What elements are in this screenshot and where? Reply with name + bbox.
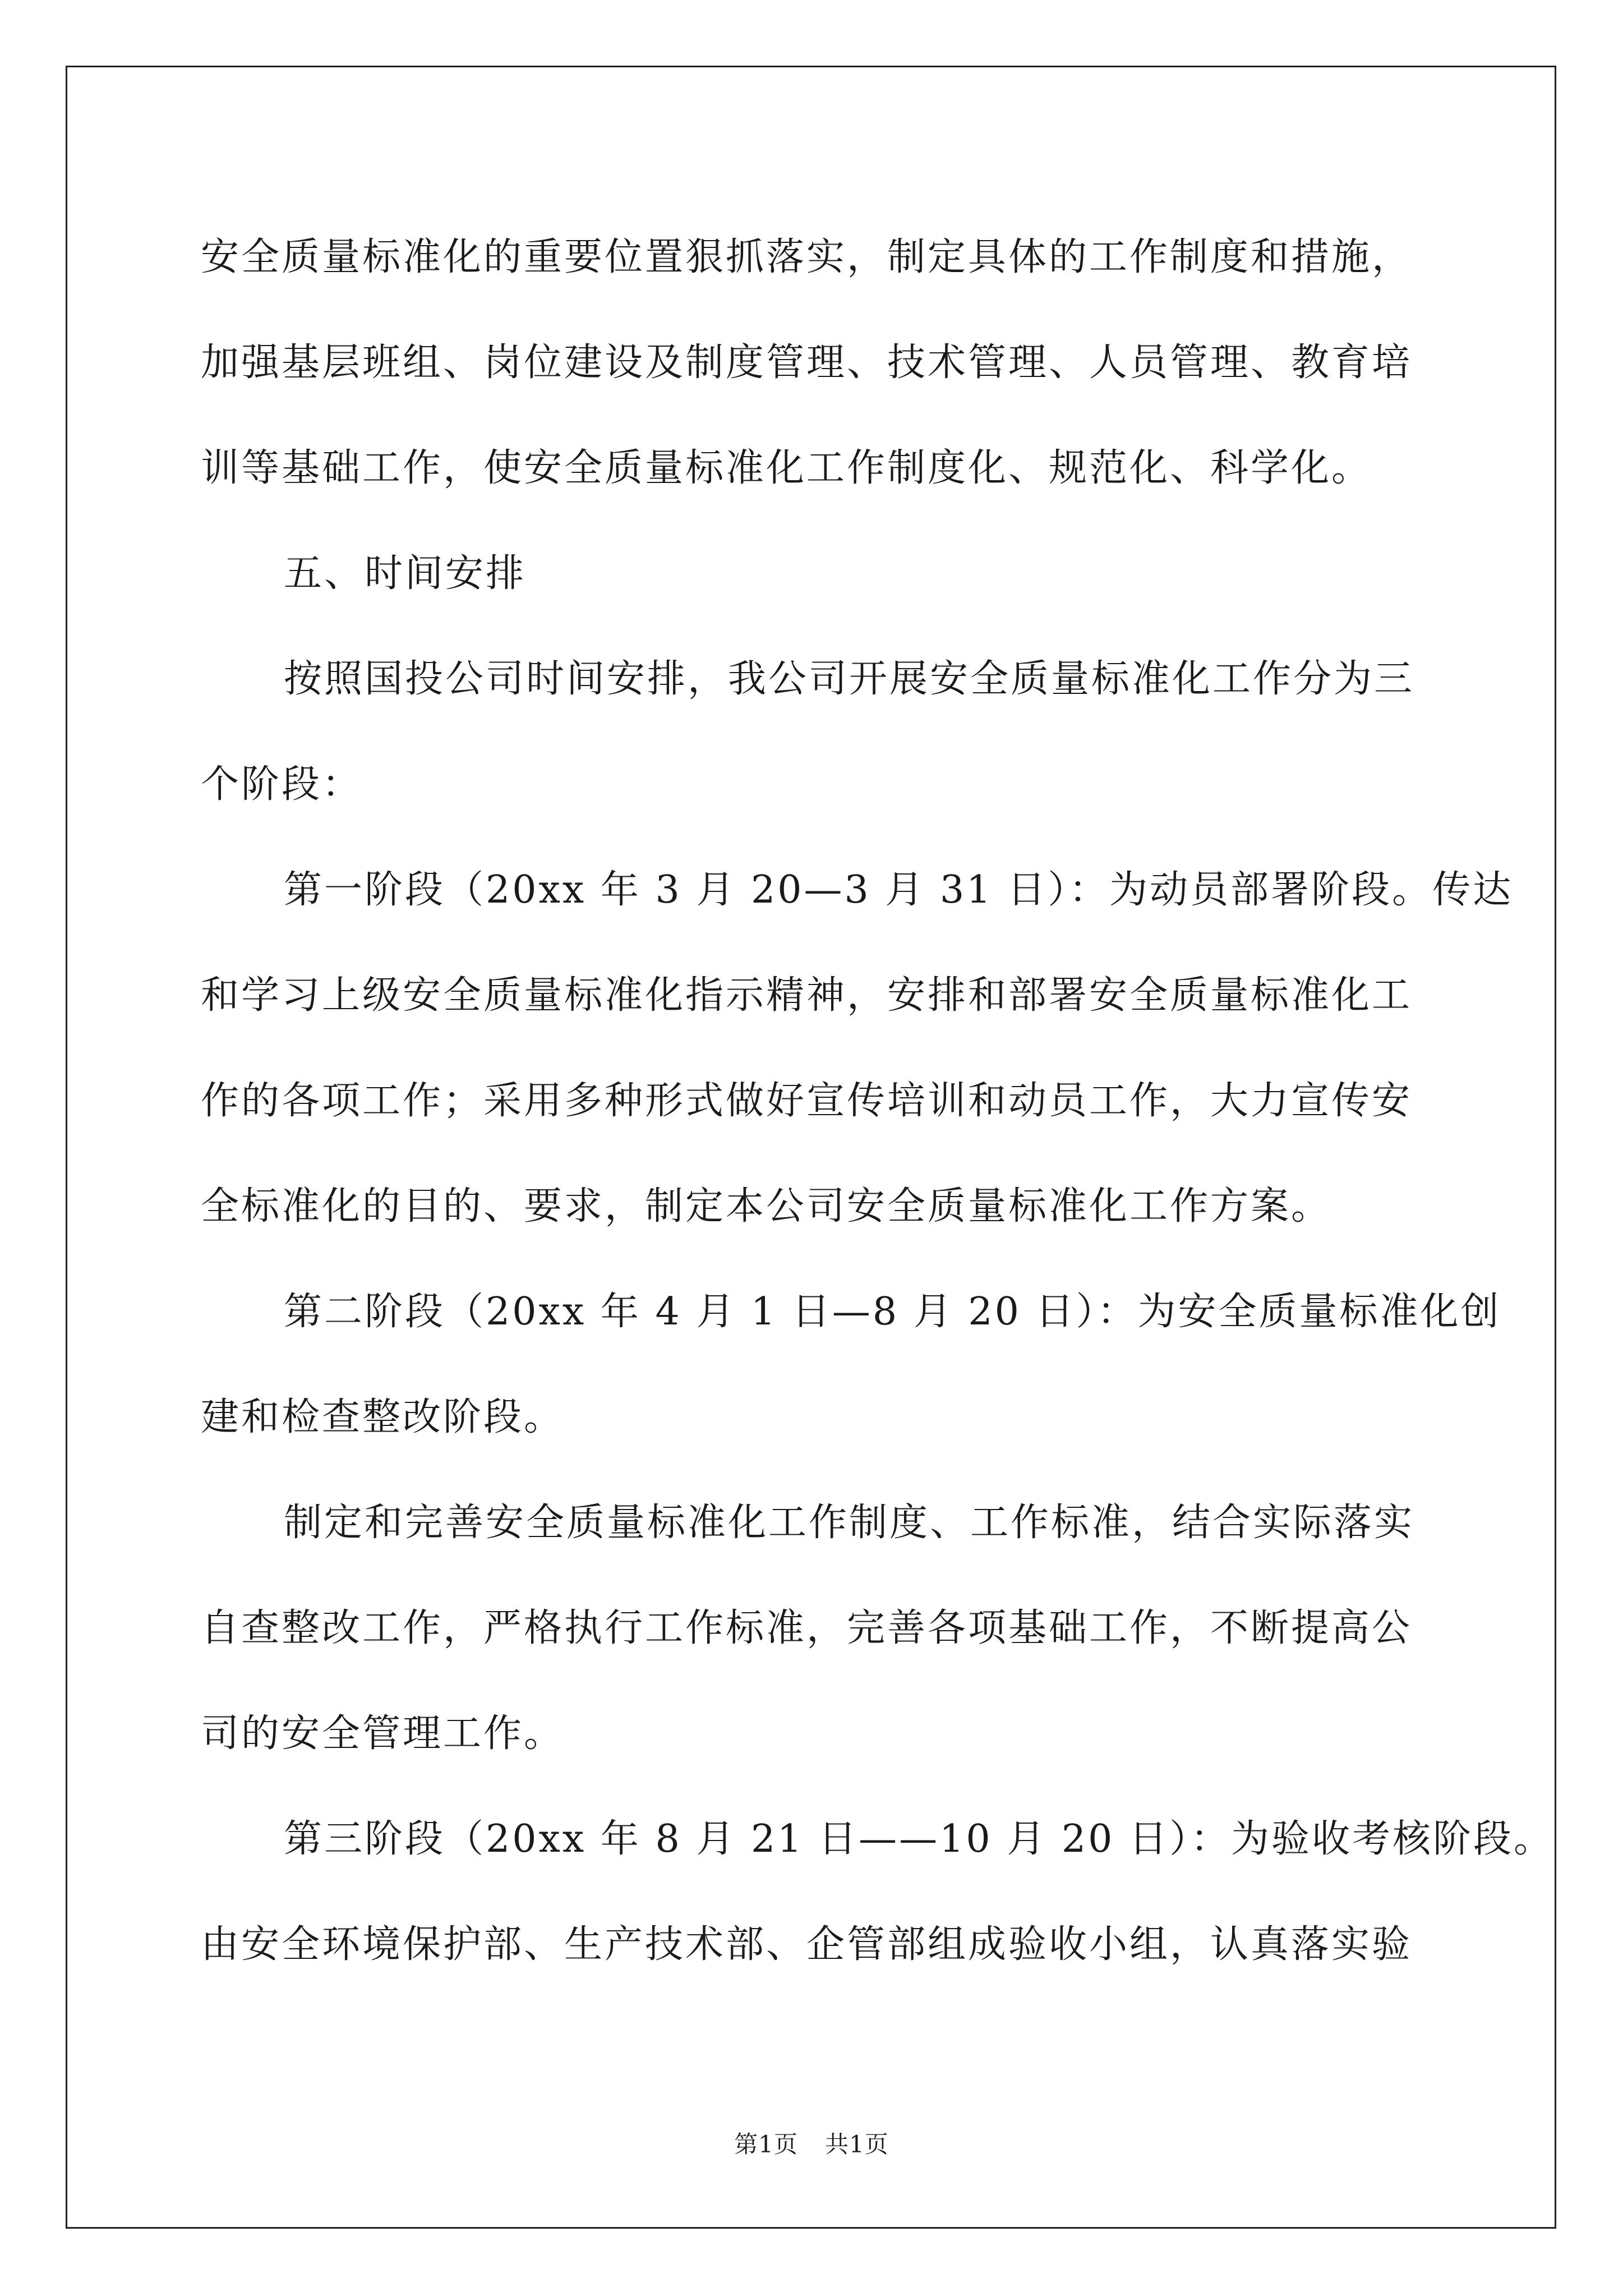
text-line-16: 第三阶段（20xx 年 8 月 21 日——10 月 20 日）：为验收考核阶段。: [284, 1816, 1554, 1861]
text-line-13: 制定和完善安全质量标准化工作制度、工作标准，结合实际落实: [284, 1500, 1415, 1545]
text-line-7: 第一阶段（20xx 年 3 月 20—3 月 31 日）：为动员部署阶段。传达: [284, 867, 1514, 912]
text-line-14: 自查整改工作，严格执行工作标准，完善各项基础工作，不断提高公: [201, 1605, 1413, 1650]
page-footer: [0, 2126, 1623, 2160]
text-line-6: 个阶段：: [201, 762, 363, 807]
text-line-2: 加强基层班组、岗位建设及制度管理、技术管理、人员管理、教育培: [201, 340, 1413, 385]
text-line-11: 第二阶段（20xx 年 4 月 1 日—8 月 20 日）：为安全质量标准化创: [284, 1289, 1501, 1334]
text-line-9: 作的各项工作；采用多种形式做好宣传培训和动员工作，大力宣传安: [201, 1078, 1413, 1123]
text-line-1: 安全质量标准化的重要位置狠抓落实，制定具体的工作制度和措施，: [201, 234, 1413, 279]
section-heading: 五、时间安排: [284, 551, 527, 596]
text-line-17: 由安全环境保护部、生产技术部、企管部组成验收小组，认真落实验: [201, 1922, 1413, 1967]
text-line-8: 和学习上级安全质量标准化指示精神，安排和部署安全质量标准化工: [201, 973, 1413, 1018]
text-line-15: 司的安全管理工作。: [201, 1711, 565, 1756]
document-body: [201, 201, 1554, 1994]
text-line-10: 全标准化的目的、要求，制定本公司安全质量标准化工作方案。: [201, 1184, 1332, 1228]
text-line-5: 按照国投公司时间安排，我公司开展安全质量标准化工作分为三: [284, 656, 1415, 701]
text-line-12: 建和检查整改阶段。: [201, 1395, 565, 1439]
text-line-3: 训等基础工作，使安全质量标准化工作制度化、规范化、科学化。: [201, 445, 1372, 490]
page-total: 共1页: [825, 2131, 889, 2158]
page-number: 第1页: [734, 2131, 798, 2158]
